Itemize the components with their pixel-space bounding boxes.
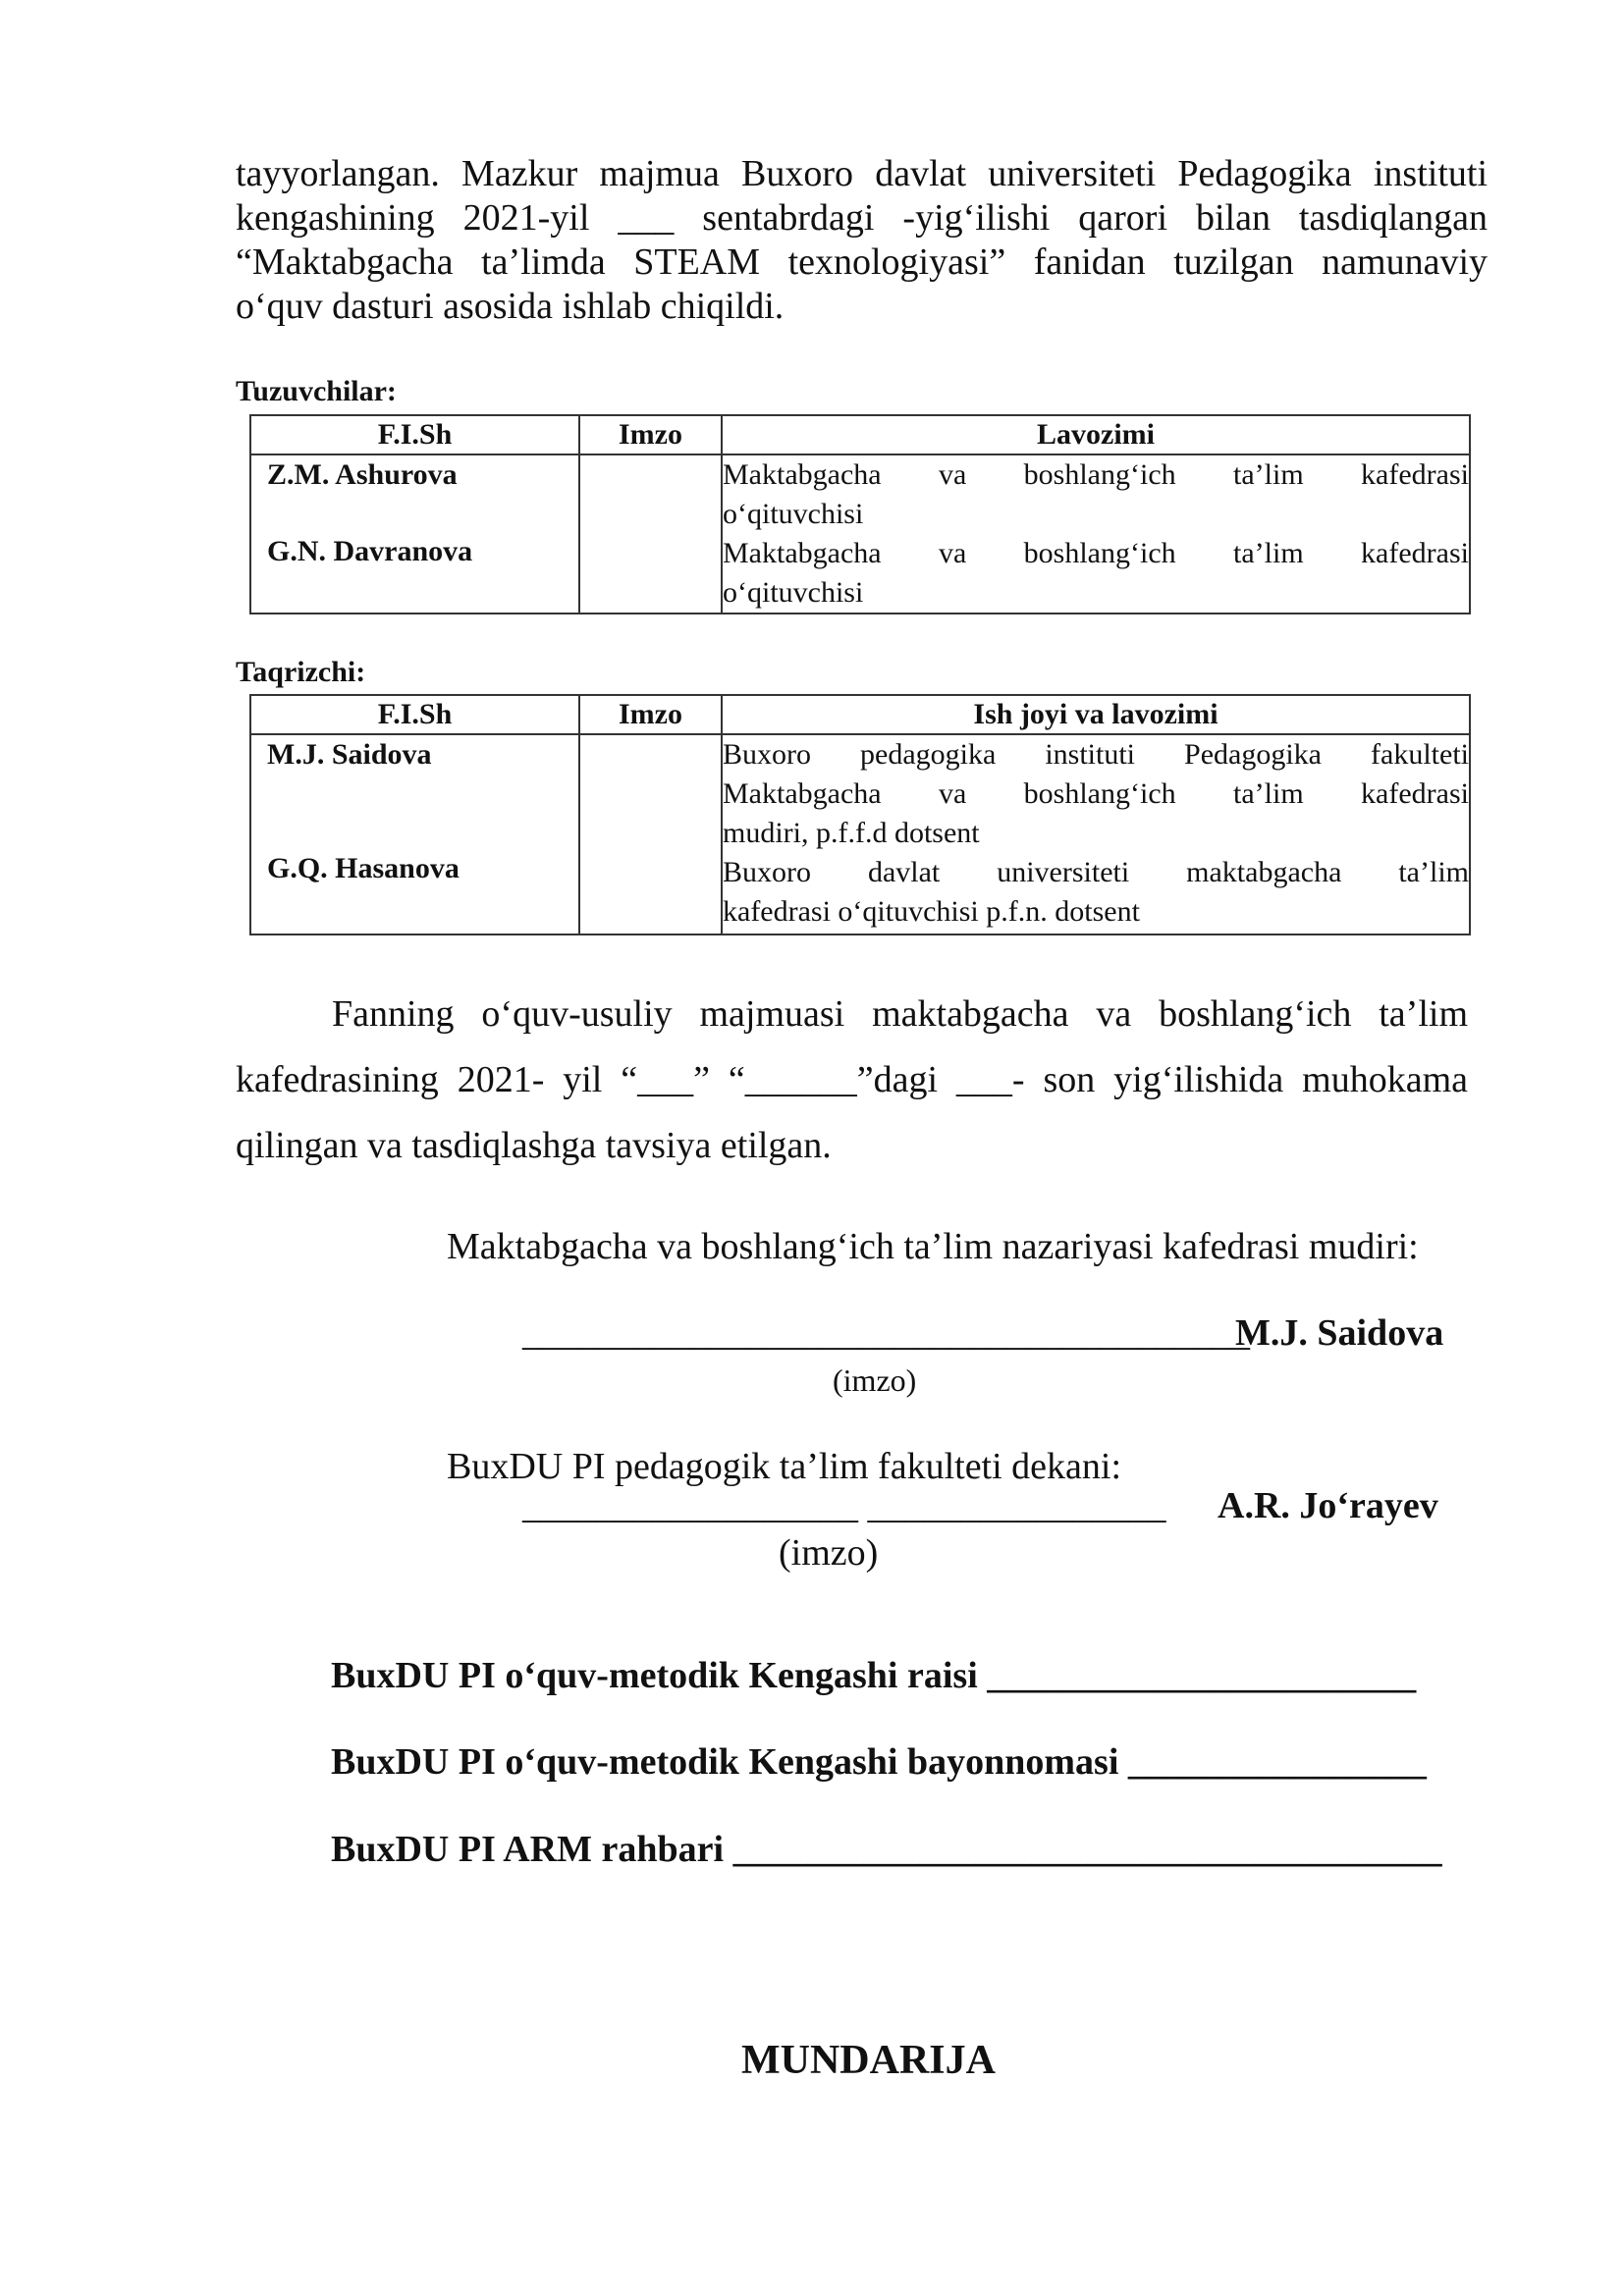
names-cell [250,454,579,614]
position-line: o‘qituvchisi [723,576,864,609]
department-head-title: Maktabgacha va boshlang‘ich ta’lim nazariyasi kafedrasi mudiri: [447,1226,1419,1267]
authors-caption: Tuzuvchilar: [236,375,397,407]
discussion-line: kafedrasining 2021- yil “___” “______”dagi ___- son yig‘ilishida muhokama [236,1059,1468,1100]
author-name: Z.M. Ashurova [267,458,458,491]
position-cell [722,454,1470,614]
header-name: F.I.Sh [250,415,579,454]
sign-cell [579,734,722,934]
table-row [250,734,1470,934]
position-line: Buxoro davlat universiteti maktabgacha ta’lim [723,856,1469,888]
council-minutes-line: BuxDU PI o‘quv-metodik Kengashi bayonnomasi ________________ [331,1741,1427,1783]
dean-name: A.R. Jo‘rayev [1218,1485,1438,1526]
position-line: Maktabgacha va boshlang‘ich ta’lim kafedrasi [723,777,1469,810]
table-row [250,454,1470,614]
header-position: Lavozimi [722,415,1470,454]
position-line: kafedrasi o‘qituvchisi p.f.n. dotsent [723,895,1140,928]
arm-head-line: BuxDU PI ARM rahbari ______________________________________ [331,1829,1442,1870]
signature-line: _______________________________________ [522,1312,1250,1354]
department-head-name: M.J. Saidova [1235,1312,1444,1354]
intro-paragraph [236,152,1488,329]
names-cell [250,734,579,934]
sign-cell [579,454,722,614]
authors-table [249,414,1471,614]
signature-line: __________________ ________________ [522,1485,1166,1526]
intro-line: kengashining 2021-yil ___ sentabrdagi -yig‘ilishi qarori bilan tasdiqlangan [236,197,1488,239]
discussion-line: qilingan va tasdiqlashga tavsiya etilgan. [236,1125,832,1166]
position-line: mudiri, p.f.f.d dotsent [723,817,980,849]
reviewers-table [249,694,1471,935]
position-line: o‘qituvchisi [723,498,864,530]
council-chair-line: BuxDU PI o‘quv-metodik Kengashi raisi _______________________ [331,1655,1417,1696]
dean-title: BuxDU PI pedagogik ta’lim fakulteti dekani: [447,1446,1122,1487]
header-position: Ish joyi va lavozimi [722,695,1470,734]
reviewers-caption: Taqrizchi: [236,656,366,688]
reviewer-name: M.J. Saidova [267,738,432,771]
position-line: Buxoro pedagogika instituti Pedagogika fakulteti [723,738,1469,771]
header-sign: Imzo [579,695,722,734]
header-sign: Imzo [579,415,722,454]
signature-note: (imzo) [779,1532,879,1574]
signature-note: (imzo) [833,1362,917,1398]
reviewer-name: G.Q. Hasanova [267,852,460,884]
position-line: Maktabgacha va boshlang‘ich ta’lim kafedrasi [723,537,1469,569]
position-cell [722,734,1470,934]
intro-line: “Maktabgacha ta’limda STEAM texnologiyasi” fanidan tuzilgan namunaviy [236,241,1488,283]
discussion-line: Fanning o‘quv-usuliy majmuasi maktabgacha va boshlang‘ich ta’lim [332,993,1468,1035]
discussion-paragraph [236,982,1468,1179]
intro-line: tayyorlangan. Mazkur majmua Buxoro davlat universiteti Pedagogika instituti [236,153,1488,194]
contents-title: MUNDARIJA [741,2038,996,2083]
intro-line: o‘quv dasturi asosida ishlab chiqildi. [236,286,785,327]
table-header-row [250,695,1470,734]
table-header-row [250,415,1470,454]
position-line: Maktabgacha va boshlang‘ich ta’lim kafedrasi [723,458,1469,491]
author-name: G.N. Davranova [267,535,473,567]
header-name: F.I.Sh [250,695,579,734]
